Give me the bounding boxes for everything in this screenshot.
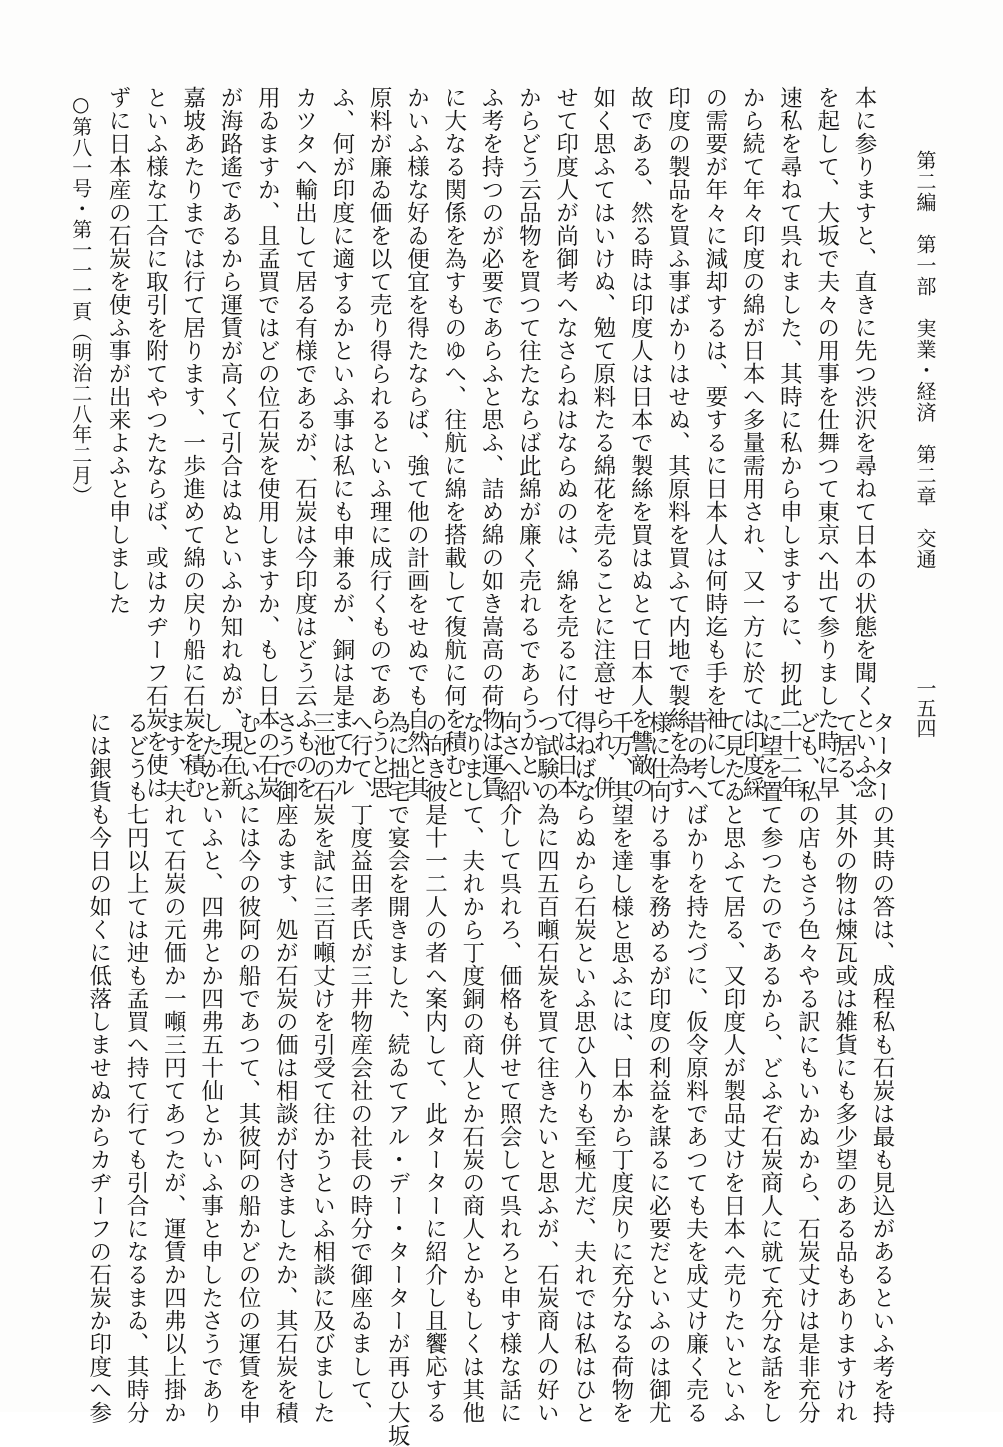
text-line: さうで御座ゐます、処が石炭の価は相談が付きましたか、其石炭を積 bbox=[272, 711, 299, 1424]
text-line: 三池の石炭を試に三百噸丈けを引受て往かうといふ相談に及びました bbox=[309, 711, 336, 1424]
text-line: 如く思ふてはいけぬ、勉て原料たる綿花を売ることに注意せられ、併 bbox=[589, 86, 616, 799]
upper-text-block bbox=[68, 86, 882, 799]
text-line: したかといふと、四弗とか四弗五十仙とかいふ事と申したさうであり bbox=[197, 711, 224, 1424]
text-line: から続て年々印度の綿が日本へ多量需用され、又一方に於ては印度綵 bbox=[739, 86, 766, 799]
text-line: 様に仕向ける事を務めるが印度の利益を謀るに必要だといふのは御尤 bbox=[645, 711, 672, 1424]
text-line: 用ゐますか、且孟買ではどの位石炭を使用しますか、もし日本の石炭 bbox=[254, 86, 281, 799]
text-line: 得ねばならぬから石炭といふ思ひ入りも至極尤だ、夫れでは私はひと bbox=[570, 711, 597, 1424]
text-line: 速私を尋ねて呉れました、其時に私から申しまするに、扨此二十二年 bbox=[776, 86, 803, 799]
text-line: るどうも七円以上ては迚も孟買へ持て行ても引合になるまゐ、其時分 bbox=[123, 711, 150, 1424]
running-head: 第二編 第一部 実業・経済 第二章 交通 bbox=[913, 150, 937, 570]
text-line: せて印度人が尚御考へなさらねはならぬのは、綿を売るに付ては日本 bbox=[552, 86, 579, 799]
source-citation: ○第八一号・第一一一頁（明治二八年二月） bbox=[68, 92, 93, 506]
text-line: ターターの其時の答は、成程私も石炭は最も見込があるといふ考を持 bbox=[869, 711, 895, 1424]
text-line: て居る、其外の物は煉瓦或は雑貨にも多少望のある品もありますけれ bbox=[831, 711, 858, 1424]
lower-text-block bbox=[64, 711, 900, 1447]
text-line: ふ、何が印度に適するかといふ事は私にも申兼るが、銅は是まてカル bbox=[328, 86, 355, 799]
text-line: カツタへ輸出して居る有様であるが、石炭は今印度はどう云ふものを bbox=[291, 86, 318, 799]
text-line: ども、私の店もさう色々やる訳にもいかぬから、石炭丈けは是非充分 bbox=[794, 711, 821, 1424]
text-line: へ行て、丁度益田孝氏が三井物産会社の社長の時分で御座ゐまして、 bbox=[346, 711, 373, 1424]
text-line: が海路遙であるから運賃が高くて引合はぬといふか知れぬが、現在新 bbox=[216, 86, 243, 799]
text-line: に大なる関係を為すものゆへ、往航に綿を搭載して復航に何を積むと bbox=[440, 86, 467, 799]
text-line: の需要が年々に減却するは、要するに日本人は何時迄も手を袖にして bbox=[701, 86, 728, 799]
page-number: 一五四 bbox=[913, 678, 937, 738]
text-line: 千万、其望を達し様と思ふには、日本から丁度戻りに充分なる荷物を bbox=[607, 711, 634, 1424]
text-line: 嘉坡あたりまでは行て居ります、一歩進めて綿の戻り船に石炭を積む bbox=[179, 86, 206, 799]
text-line: かいふ様な好ゐ便宜を得たならば、強て他の計画をせぬでも自然と其 bbox=[403, 86, 430, 799]
text-line: ます、夫れて石炭の元価か一噸三円てあつたが、運賃か四弗以上掛か bbox=[160, 711, 187, 1424]
text-line: 印度の製品を買ふ事ばかりはせぬ、其原料を買ふて内地で製絲を為す bbox=[664, 86, 691, 799]
text-line: 原料が廉ゐ価を以て売り得られるといふ理に成行くものであらうと思 bbox=[366, 86, 393, 799]
text-line: 本に参りますと、直きに先つ渋沢を尋ねて日本の状態を聞くといふ念 bbox=[851, 86, 877, 799]
text-line: て見たゐと思ふて居る、又印度人が製品丈けを日本へ売りたいといふ bbox=[719, 711, 746, 1424]
text-line: むといふには今の彼阿の船であつて、其彼阿の船かどの位の運賃を申 bbox=[234, 711, 261, 1424]
text-line: 昔の考へばかりを持たづに、仮令原料であつても夫を成丈け廉く売る bbox=[682, 711, 709, 1424]
text-line: からどう云品物を買つて往たならば此綿が廉く売れるであらうかとい bbox=[515, 86, 542, 799]
text-line: ふ考を持つのが必要であらふと思ふ、詰め綿の如き嵩高の荷物は運賃 bbox=[478, 86, 505, 799]
text-line: 為に拙宅で宴会を開きました、続ゐてアル・デー・ターターが再ひ大坂 bbox=[384, 711, 411, 1447]
text-line: 向さへ紹介して呉れろ、価格も併せて照会して呉れろと申す様な話に bbox=[496, 711, 523, 1424]
text-line: といふ様な工合に取引を附てやつたならば、或はカヂーフ石炭を使は bbox=[142, 86, 169, 799]
text-line: なりまして、夫れから丁度銅の商人とか石炭の商人とかもしくは其他 bbox=[458, 711, 485, 1424]
text-line: の向き彼是十一二人の者へ案内して、此ターターに紹介し且饗応する bbox=[421, 711, 448, 1424]
text-line: を起して、大坂で夫々の用事を仕舞つて東京へ出て参りました時に早 bbox=[813, 86, 840, 799]
text-line: つ試験の為に四五百噸石炭を買て往きたいと思ふが、石炭商人の好い bbox=[533, 711, 560, 1424]
text-line: 故である、然る時は印度人は日本で製絲を買はぬとて日本人を讐敵の bbox=[627, 86, 654, 799]
text-line: には銀貨も今日の如くに低落しませぬからカヂーフの石炭か印度へ参 bbox=[85, 711, 112, 1424]
text-line: ずに日本産の石炭を使ふ事が出来よふと申しました bbox=[105, 86, 132, 615]
text-line: に望を置て参つたのであるから、どふぞ石炭商人に就て充分な話をし bbox=[757, 711, 784, 1424]
